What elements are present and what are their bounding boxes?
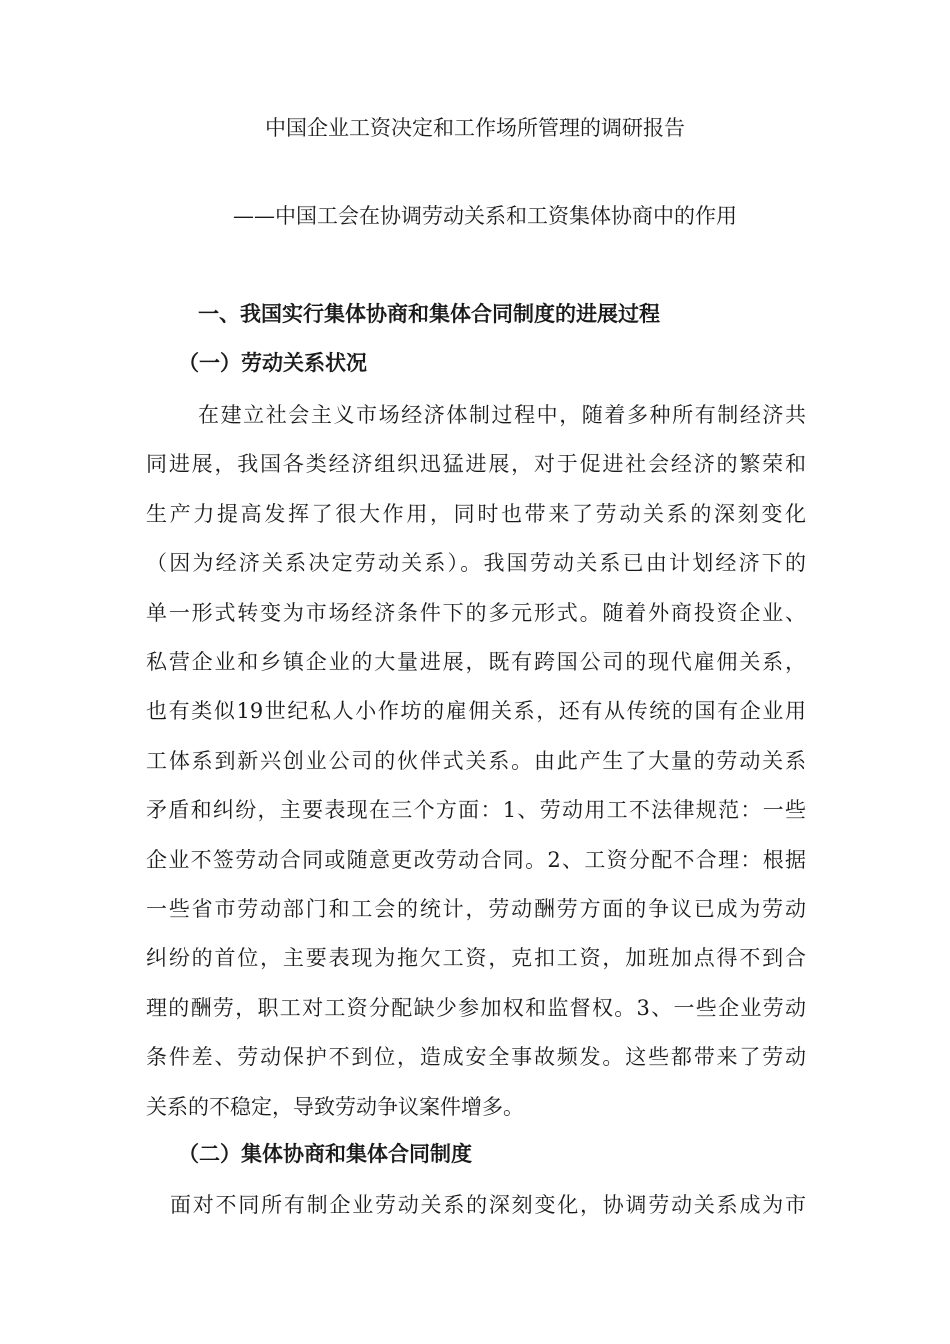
document-subtitle: ——中国工会在协调劳动关系和工资集体协商中的作用 [233,204,737,228]
subsection-heading-1: （一）劳动关系状况 [178,350,367,375]
paragraph-line: 条件差、劳动保护不到位，造成安全事故频发。这些都带来了劳动 [146,1045,806,1070]
paragraph-line: 纠纷的首位，主要表现为拖欠工资，克扣工资，加班加点得不到合 [146,946,806,971]
document-title: 中国企业工资决定和工作场所管理的调研报告 [265,116,685,140]
paragraph-line: 面对不同所有制企业劳动关系的深刻变化，协调劳动关系成为市 [170,1193,806,1217]
paragraph-line: 生产力提高发挥了很大作用，同时也带来了劳动关系的深刻变化 [146,501,806,526]
paragraph-2 [146,1181,806,1230]
paragraph-line: 理的酬劳，职工对工资分配缺少参加权和监督权。3、一些企业劳动 [146,995,806,1020]
paragraph-1 [146,391,806,1132]
paragraph-line: 工体系到新兴创业公司的伙伴式关系。由此产生了大量的劳动关系 [146,748,806,773]
paragraph-line: （因为经济关系决定劳动关系）。我国劳动关系已由计划经济下的 [146,551,806,576]
paragraph-line: 企业不签劳动合同或随意更改劳动合同。2、工资分配不合理：根据 [146,847,806,872]
paragraph-line: 关系的不稳定，导致劳动争议案件增多。 [146,1094,524,1119]
paragraph-line: 一些省市劳动部门和工会的统计，劳动酬劳方面的争议已成为劳动 [146,897,806,922]
paragraph-line: 单一形式转变为市场经济条件下的多元形式。随着外商投资企业、 [146,600,806,625]
paragraph-line: 矛盾和纠纷，主要表现在三个方面：1、劳动用工不法律规范：一些 [146,798,806,823]
paragraph-line: 在建立社会主义市场经济体制过程中，随着多种所有制经济共 [198,403,806,427]
paragraph-line: 也有类似19世纪私人小作坊的雇佣关系，还有从传统的国有企业用 [146,699,806,724]
paragraph-line: 私营企业和乡镇企业的大量进展，既有跨国公司的现代雇佣关系， [146,650,806,675]
paragraph-line: 同进展，我国各类经济组织迅猛进展，对于促进社会经济的繁荣和 [146,452,806,477]
subsection-heading-2: （二）集体协商和集体合同制度 [178,1141,472,1166]
section-heading: 一、我国实行集体协商和集体合同制度的进展过程 [198,301,660,326]
